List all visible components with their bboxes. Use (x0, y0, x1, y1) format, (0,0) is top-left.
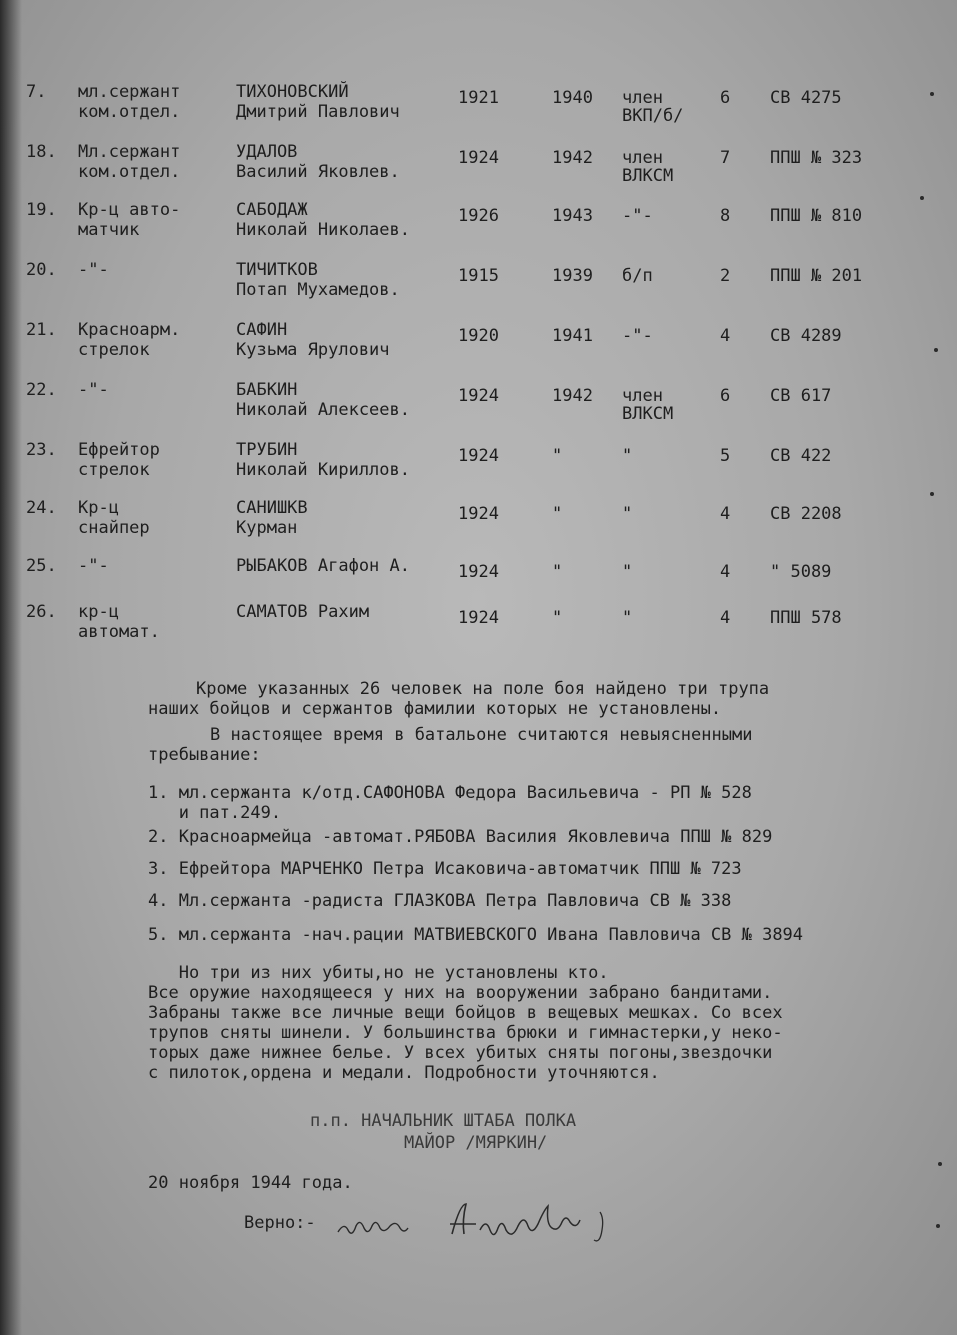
table-row (0, 82, 957, 138)
rank-line-1: -"- (78, 260, 109, 280)
service-year: " (552, 608, 563, 628)
birth-year: 1915 (458, 266, 499, 286)
count-value: 5 (720, 446, 731, 466)
count-value: 4 (720, 608, 731, 628)
count-value: 8 (720, 206, 731, 226)
paragraph-2-line-2: требывание: (148, 745, 261, 765)
missing-item-5: 5. мл.сержанта -нач.рации МАТВИЕВСКОГО Ивана Павловича СВ № 3894 (148, 925, 804, 945)
birth-year: 1926 (458, 206, 499, 226)
party-status: " (622, 446, 633, 466)
weapon-number: СВ 4275 (770, 88, 842, 108)
birth-year: 1924 (458, 504, 499, 524)
row-number: 26. (26, 602, 57, 622)
party-name: ВКП/б/ (622, 106, 684, 126)
rank-line-2: ком.отдел. (78, 102, 181, 122)
table-row (0, 260, 957, 316)
row-number: 19. (26, 200, 57, 220)
missing-item-1-line-1: 1. мл.сержанта к/отд.САФОНОВА Федора Васильевича - РП № 528 (148, 783, 752, 803)
rank-line-1: Кр-ц (78, 498, 119, 518)
paragraph-3-line-6: с пилоток,ордена и медали. Подробности уточняются. (148, 1063, 660, 1083)
rank-line-1: мл.сержант (78, 82, 181, 102)
surname: САФИН (236, 320, 288, 340)
ink-speck (930, 92, 934, 96)
table-row (0, 440, 957, 496)
table-row (0, 200, 957, 256)
weapon-number: СВ 2208 (770, 504, 842, 524)
birth-year: 1921 (458, 88, 499, 108)
row-number: 7. (26, 82, 47, 102)
surname: САБОДАЖ (236, 200, 308, 220)
count-value: 4 (720, 504, 731, 524)
paragraph-3-line-3: Забраны также все личные вещи бойцов в вещевых мешках. Со всех (148, 1003, 783, 1023)
row-number: 18. (26, 142, 57, 162)
paragraph-3-line-2: Все оружие находящееся у них на вооружении забрано бандитами. (148, 983, 773, 1003)
table-row (0, 142, 957, 198)
given-names: Василий Яковлев. (236, 162, 400, 182)
birth-year: 1920 (458, 326, 499, 346)
table-row (0, 320, 957, 376)
service-year: 1942 (552, 148, 593, 168)
weapon-number: СВ 617 (770, 386, 832, 406)
row-number: 22. (26, 380, 57, 400)
weapon-number: ППШ № 323 (770, 148, 863, 168)
row-number: 21. (26, 320, 57, 340)
table-row (0, 380, 957, 436)
paragraph-3-line-1: Но три из них убиты,но не установлены кто. (148, 963, 609, 983)
paragraph-3-line-5: торых даже нижнее белье. У всех убитых сняты погоны,звездочки (148, 1043, 773, 1063)
service-year: " (552, 504, 563, 524)
count-value: 6 (720, 386, 731, 406)
paragraph-1-line-2: наших бойцов и сержантов фамилии которых не установлены. (148, 699, 722, 719)
party-name: ВЛКСМ (622, 166, 674, 186)
rank-line-2: матчик (78, 220, 140, 240)
count-value: 2 (720, 266, 731, 286)
birth-year: 1924 (458, 386, 499, 406)
surname: УДАЛОВ (236, 142, 298, 162)
count-value: 7 (720, 148, 731, 168)
rank-line-2: снайпер (78, 518, 150, 538)
service-year: 1943 (552, 206, 593, 226)
party-status: член (622, 88, 663, 108)
birth-year: 1924 (458, 148, 499, 168)
table-row (0, 498, 957, 554)
paragraph-1-line-1: Кроме указанных 26 человек на поле боя найдено три трупа (196, 679, 770, 699)
given-names: Курман (236, 518, 298, 538)
given-names: Николай Кириллов. (236, 460, 410, 480)
rank-line-2: ком.отдел. (78, 162, 181, 182)
missing-item-3: 3. Ефрейтора МАРЧЕНКО Петра Исаковича-автоматчик ППШ № 723 (148, 859, 742, 879)
row-number: 20. (26, 260, 57, 280)
surname: БАБКИН (236, 380, 298, 400)
party-status: член (622, 148, 663, 168)
paragraph-2-line-1: В настоящее время в батальоне считаются невыясненными (210, 725, 753, 745)
ink-speck (938, 1162, 942, 1166)
party-status: член (622, 386, 663, 406)
weapon-number: " 5089 (770, 562, 832, 582)
party-status: " (622, 504, 633, 524)
party-status: " (622, 608, 633, 628)
given-names: Кузьма Ярулович (236, 340, 390, 360)
verno-label: Верно:- (244, 1213, 316, 1233)
weapon-number: ППШ № 810 (770, 206, 863, 226)
row-number: 25. (26, 556, 57, 576)
weapon-number: ППШ 578 (770, 608, 842, 628)
signatory-name: МАЙОР /МЯРКИН/ (404, 1133, 548, 1153)
ink-speck (936, 1224, 940, 1228)
given-names: Потап Мухамедов. (236, 280, 400, 300)
surname: ТРУБИН (236, 440, 298, 460)
given-names: Николай Николаев. (236, 220, 410, 240)
surname: ТИХОНОВСКИЙ (236, 82, 349, 102)
ink-speck (934, 348, 938, 352)
service-year: 1942 (552, 386, 593, 406)
given-names: Дмитрий Павлович (236, 102, 400, 122)
service-year: 1940 (552, 88, 593, 108)
paragraph-3-line-4: трупов сняты шинели. У большинства брюки и гимнастерки,у неко- (148, 1023, 783, 1043)
missing-item-1-line-2: и пат.249. (148, 803, 282, 823)
service-year: 1939 (552, 266, 593, 286)
rank-line-1: Ефрейтор (78, 440, 160, 460)
rank-line-2: стрелок (78, 340, 150, 360)
row-number: 24. (26, 498, 57, 518)
surname: ТИЧИТКОВ (236, 260, 318, 280)
rank-line-1: Красноарм. (78, 320, 181, 340)
surname: САМАТОВ Рахим (236, 602, 370, 622)
service-year: " (552, 446, 563, 466)
count-value: 6 (720, 88, 731, 108)
rank-line-1: кр-ц (78, 602, 119, 622)
rank-line-2: стрелок (78, 460, 150, 480)
ink-speck (920, 196, 924, 200)
service-year: " (552, 562, 563, 582)
count-value: 4 (720, 562, 731, 582)
rank-line-1: Мл.сержант (78, 142, 181, 162)
handwritten-signature (330, 1194, 630, 1250)
party-status: -"- (622, 206, 653, 226)
signatory-title: п.п. НАЧАЛЬНИК ШТАБА ПОЛКА (310, 1111, 577, 1131)
party-status: б/п (622, 266, 653, 286)
party-name: ВЛКСМ (622, 404, 674, 424)
surname: РЫБАКОВ Агафон А. (236, 556, 410, 576)
weapon-number: СВ 422 (770, 446, 832, 466)
count-value: 4 (720, 326, 731, 346)
table-row (0, 602, 957, 658)
row-number: 23. (26, 440, 57, 460)
missing-item-2: 2. Красноармейца -автомат.РЯБОВА Василия Яковлевича ППШ № 829 (148, 827, 773, 847)
weapon-number: СВ 4289 (770, 326, 842, 346)
document-date: 20 ноября 1944 года. (148, 1173, 353, 1193)
service-year: 1941 (552, 326, 593, 346)
party-status: -"- (622, 326, 653, 346)
surname: САНИШКВ (236, 498, 308, 518)
given-names: Николай Алексеев. (236, 400, 410, 420)
party-status: " (622, 562, 633, 582)
birth-year: 1924 (458, 608, 499, 628)
birth-year: 1924 (458, 562, 499, 582)
weapon-number: ППШ № 201 (770, 266, 863, 286)
birth-year: 1924 (458, 446, 499, 466)
rank-line-1: -"- (78, 380, 109, 400)
ink-speck (930, 492, 934, 496)
rank-line-2: автомат. (78, 622, 160, 642)
rank-line-1: -"- (78, 556, 109, 576)
rank-line-1: Кр-ц авто- (78, 200, 181, 220)
missing-item-4: 4. Мл.сержанта -радиста ГЛАЗКОВА Петра Павловича СВ № 338 (148, 891, 732, 911)
